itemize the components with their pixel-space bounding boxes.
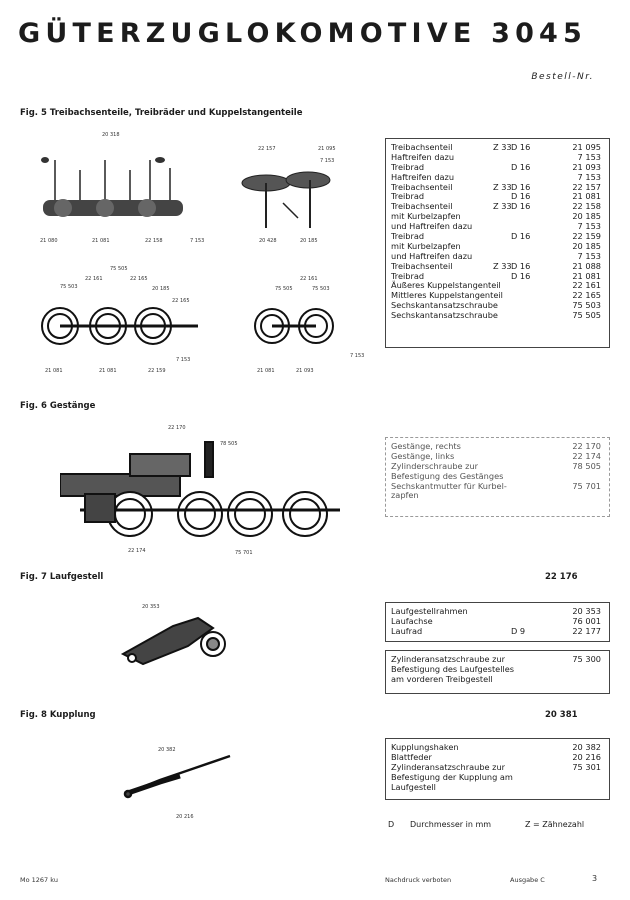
diameter: D 16 — [511, 142, 531, 152]
parts-row — [391, 311, 609, 321]
part-name: Sechskantmutter für Kurbel- — [391, 480, 507, 491]
diameter: D 9 — [511, 625, 526, 636]
part-name: Blattfeder — [391, 751, 432, 762]
parts-row — [391, 491, 609, 501]
part-name: Treibachsenteil — [391, 260, 453, 271]
legend-teeth: Z = Zähnezahl — [525, 820, 585, 829]
part-number: 21 088 — [572, 260, 601, 271]
part-name: Laufrad — [391, 625, 423, 636]
part-number: 21 095 — [572, 142, 601, 152]
fig5-label: 22 159 — [148, 368, 166, 374]
part-number: 22 177 — [572, 625, 601, 636]
fig5-label: 22 165 — [130, 276, 148, 282]
diameter: D 16 — [511, 201, 531, 212]
fig5-label: 7 153 — [320, 158, 335, 164]
fig5-label: 20 185 — [152, 286, 170, 292]
fig7-parts-list — [385, 602, 610, 642]
part-number: 20 382 — [572, 742, 601, 752]
part-number: 75 300 — [572, 654, 601, 664]
fig5-label: 21 095 — [318, 146, 336, 152]
part-name: Treibachsenteil — [391, 201, 453, 212]
parts-row — [391, 783, 609, 793]
part-name: Treibrad — [391, 191, 425, 202]
part-name: Haftreifen dazu — [391, 151, 455, 162]
fig5-label: 21 081 — [257, 368, 275, 374]
page-number: 3 — [592, 874, 598, 883]
part-name: Zylinderansatzschraube zur — [391, 761, 506, 772]
part-name: Zylinderschraube zur — [391, 460, 479, 471]
diameter: D 16 — [511, 161, 531, 172]
part-name: Treibrad — [391, 161, 425, 172]
fig5-label: 20 318 — [102, 132, 120, 138]
teeth-count: Z 33 — [493, 142, 512, 152]
diameter: D 16 — [511, 181, 531, 192]
part-name: Laufgestellrahmen — [391, 606, 468, 616]
part-number: 76 001 — [572, 615, 601, 626]
fig5-label: 75 503 — [60, 284, 78, 290]
footer-reprint-notice: Nachdruck verboten — [385, 876, 452, 884]
legend-d-key: D — [388, 820, 395, 829]
diameter: D 16 — [511, 270, 531, 281]
fig5-wheel-pair-drawing — [252, 300, 342, 352]
fig6-title: Fig. 6 Gestänge — [20, 401, 96, 411]
teeth-count: Z 33 — [493, 260, 512, 271]
fig6-label: 22 170 — [168, 425, 186, 431]
part-name: Äußeres Kuppelstangenteil — [391, 280, 501, 291]
order-number-label: Bestell-Nr. — [531, 72, 594, 82]
fig5-label: 20 185 — [300, 238, 318, 244]
footer-code: Mo 1267 ku — [20, 876, 58, 884]
fig8-label: 20 216 — [176, 814, 194, 820]
fig5-label: 21 081 — [99, 368, 117, 374]
fig5-axle-drawing — [35, 140, 195, 235]
part-number: 75 301 — [572, 761, 601, 772]
part-name: Sechskantansatzschraube — [391, 300, 498, 311]
fig5-label: 21 081 — [45, 368, 63, 374]
fig5-label: 7 153 — [190, 238, 205, 244]
part-number: 75 701 — [572, 480, 601, 491]
part-number: 7 153 — [577, 171, 601, 182]
part-name: mit Kurbelzapfen — [391, 240, 461, 251]
fig5-label: 7 153 — [350, 353, 365, 359]
part-name: am vorderen Treibgestell — [391, 673, 493, 684]
fig5-label: 22 161 — [300, 276, 318, 282]
part-number: 75 505 — [572, 310, 601, 321]
parts-row — [391, 675, 609, 685]
part-name: Laufgestell — [391, 781, 436, 792]
parts-row — [391, 627, 609, 637]
fig6-label: 78 505 — [220, 441, 238, 447]
part-number: 78 505 — [572, 460, 601, 471]
diameter: D 16 — [511, 260, 531, 271]
diameter: D 16 — [511, 231, 531, 242]
fig5-label: 21 081 — [92, 238, 110, 244]
part-name: Kupplungshaken — [391, 742, 459, 752]
fig8-part-number: 20 381 — [545, 710, 578, 720]
part-number: 20 185 — [572, 211, 601, 222]
fig7-label: 20 353 — [142, 604, 160, 610]
part-number: 21 093 — [572, 161, 601, 172]
part-number: 7 153 — [577, 221, 601, 232]
fig5-parts-list — [385, 138, 610, 348]
part-name: und Haftreifen dazu — [391, 250, 473, 261]
fig7-title: Fig. 7 Laufgestell — [20, 572, 104, 582]
fig5-label: 22 158 — [145, 238, 163, 244]
legend-diameter: Durchmesser in mm — [410, 820, 492, 829]
part-number: 75 503 — [572, 300, 601, 311]
part-number: 22 159 — [572, 231, 601, 242]
part-name: Befestigung des Gestänges — [391, 470, 504, 481]
part-name: Sechskantansatzschraube — [391, 310, 498, 321]
part-name: mit Kurbelzapfen — [391, 211, 461, 222]
part-name: Laufachse — [391, 615, 433, 626]
part-number: 21 081 — [572, 270, 601, 281]
part-name: Zylinderansatzschraube zur — [391, 654, 506, 664]
part-number: 7 153 — [577, 151, 601, 162]
part-name: Treibachsenteil — [391, 142, 453, 152]
fig5-wheelset-drawing — [38, 296, 208, 356]
part-number: 22 165 — [572, 290, 601, 301]
part-name: Mittleres Kuppelstangenteil — [391, 290, 503, 301]
part-number: 22 158 — [572, 201, 601, 212]
part-number: 22 170 — [572, 441, 601, 451]
fig7-part-number: 22 176 — [545, 572, 578, 582]
part-name: Befestigung der Kupplung am — [391, 771, 513, 782]
fig6-label: 22 174 — [128, 548, 146, 554]
part-number: 22 161 — [572, 280, 601, 291]
part-name: Gestänge, rechts — [391, 441, 461, 451]
fig7-bogie-drawing — [118, 606, 233, 668]
part-name: zapfen — [391, 490, 419, 501]
fig8-label: 20 382 — [158, 747, 176, 753]
part-number: 20 353 — [572, 606, 601, 616]
fig7-screw-list — [385, 650, 610, 694]
fig5-label: 22 165 — [172, 298, 190, 304]
fig8-coupling-drawing — [120, 752, 240, 802]
fig5-label: 22 157 — [258, 146, 276, 152]
fig5-label: 21 093 — [296, 368, 314, 374]
part-number: 20 216 — [572, 751, 601, 762]
parts-row — [391, 482, 609, 492]
fig5-label: 22 161 — [85, 276, 103, 282]
part-name: Befestigung des Laufgestelles — [391, 663, 515, 674]
fig8-title: Fig. 8 Kupplung — [20, 710, 96, 720]
part-number: 21 081 — [572, 191, 601, 202]
part-number: 7 153 — [577, 250, 601, 261]
part-name: Treibrad — [391, 270, 425, 281]
part-number: 20 185 — [572, 240, 601, 251]
fig5-label: 75 505 — [275, 286, 293, 292]
fig5-label: 75 505 — [110, 266, 128, 272]
part-name: und Haftreifen dazu — [391, 221, 473, 232]
page-title: GÜTERZUGLOKOMOTIVE 3045 — [18, 18, 588, 49]
footer-edition: Ausgabe C — [510, 876, 545, 884]
diameter: D 16 — [511, 191, 531, 202]
fig6-rod-assembly-drawing — [60, 432, 350, 542]
fig5-title: Fig. 5 Treibachsenteile, Treibräder und Kuppelstangenteile — [20, 108, 303, 118]
part-name: Treibachsenteil — [391, 181, 453, 192]
part-name: Treibrad — [391, 231, 425, 242]
teeth-count: Z 33 — [493, 201, 512, 212]
teeth-count: Z 33 — [493, 181, 512, 192]
fig5-label: 75 503 — [312, 286, 330, 292]
fig5-label: 7 153 — [176, 357, 191, 363]
part-name: Gestänge, links — [391, 450, 455, 461]
part-name: Haftreifen dazu — [391, 171, 455, 182]
fig6-parts-list — [385, 437, 610, 517]
fig8-parts-list — [385, 738, 610, 800]
part-number: 22 157 — [572, 181, 601, 192]
fig5-label: 21 080 — [40, 238, 58, 244]
fig5-label: 20 428 — [259, 238, 277, 244]
part-number: 22 174 — [572, 450, 601, 461]
fig6-label: 75 701 — [235, 550, 253, 556]
